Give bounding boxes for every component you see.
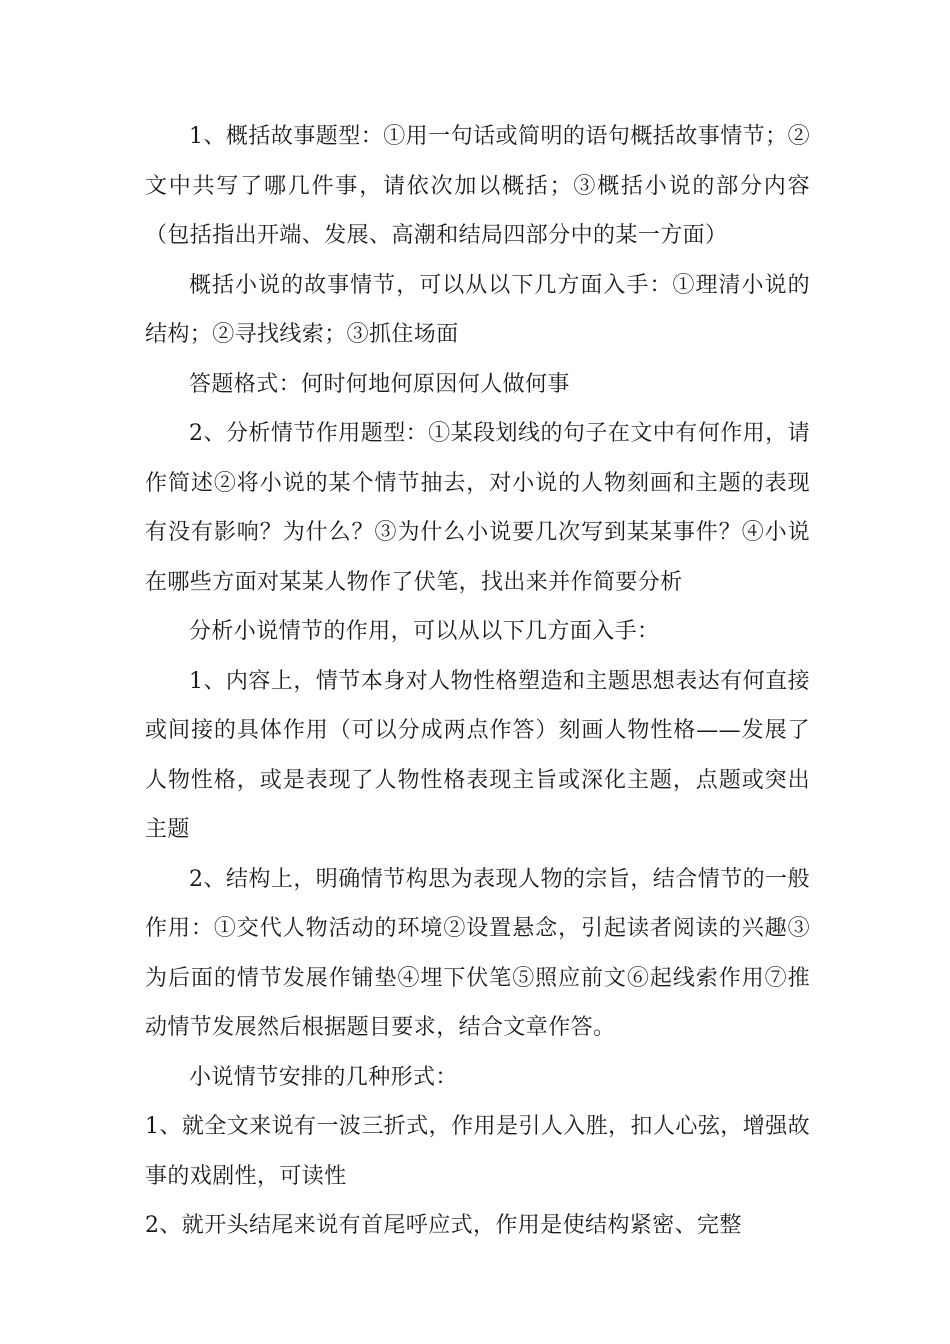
paragraph-summarize-question-type: 1、概括故事题型：①用一句话或简明的语句概括故事情节；②文中共写了哪几件事，请依次加以概括；③概括小说的部分内容（包括指出开端、发展、高潮和结局四部分中的某一方面） bbox=[145, 124, 810, 248]
paragraph-analyze-plot-question-type: 2、分析情节作用题型：①某段划线的句子在文中有何作用，请作简述②将小说的某个情节抽去，对小说的人物刻画和主题的表现有没有影响？为什么？③为什么小说要几次写到某某事件？④小说在哪些方面对某某人物作了伏笔，找出来并作简要分析 bbox=[145, 421, 810, 595]
paragraph-form-twists: 1、就全文来说有一波三折式，作用是引人入胜，扣人心弦，增强故事的戏剧性，可读性 bbox=[145, 1114, 810, 1189]
paragraph-structure-aspect: 2、结构上，明确情节构思为表现人物的宗旨，结合情节的一般作用：①交代人物活动的环境②设置悬念，引起读者阅读的兴趣③为后面的情节发展作铺垫④埋下伏笔⑤照应前文⑥起线索作用⑦推动情节发展然后根据题目要求，结合文章作答。 bbox=[145, 866, 810, 1040]
paragraph-answer-format: 答题格式：何时何地何原因何人做何事 bbox=[189, 371, 570, 397]
paragraph-plot-forms-heading: 小说情节安排的几种形式： bbox=[189, 1064, 458, 1090]
document-body bbox=[145, 112, 810, 1251]
paragraph-content-aspect: 1、内容上，情节本身对人物性格塑造和主题思想表达有何直接或间接的具体作用（可以分成两点作答）刻画人物性格——发展了人物性格，或是表现了人物性格表现主旨或深化主题，点题或突出主题 bbox=[145, 668, 810, 842]
paragraph-form-echo: 2、就开头结尾来说有首尾呼应式，作用是使结构紧密、完整 bbox=[145, 1213, 742, 1238]
paragraph-summarize-method: 概括小说的故事情节，可以从以下几方面入手：①理清小说的结构；②寻找线索；③抓住场面 bbox=[145, 272, 810, 347]
paragraph-analyze-plot-method: 分析小说情节的作用，可以从以下几方面入手： bbox=[189, 619, 660, 644]
